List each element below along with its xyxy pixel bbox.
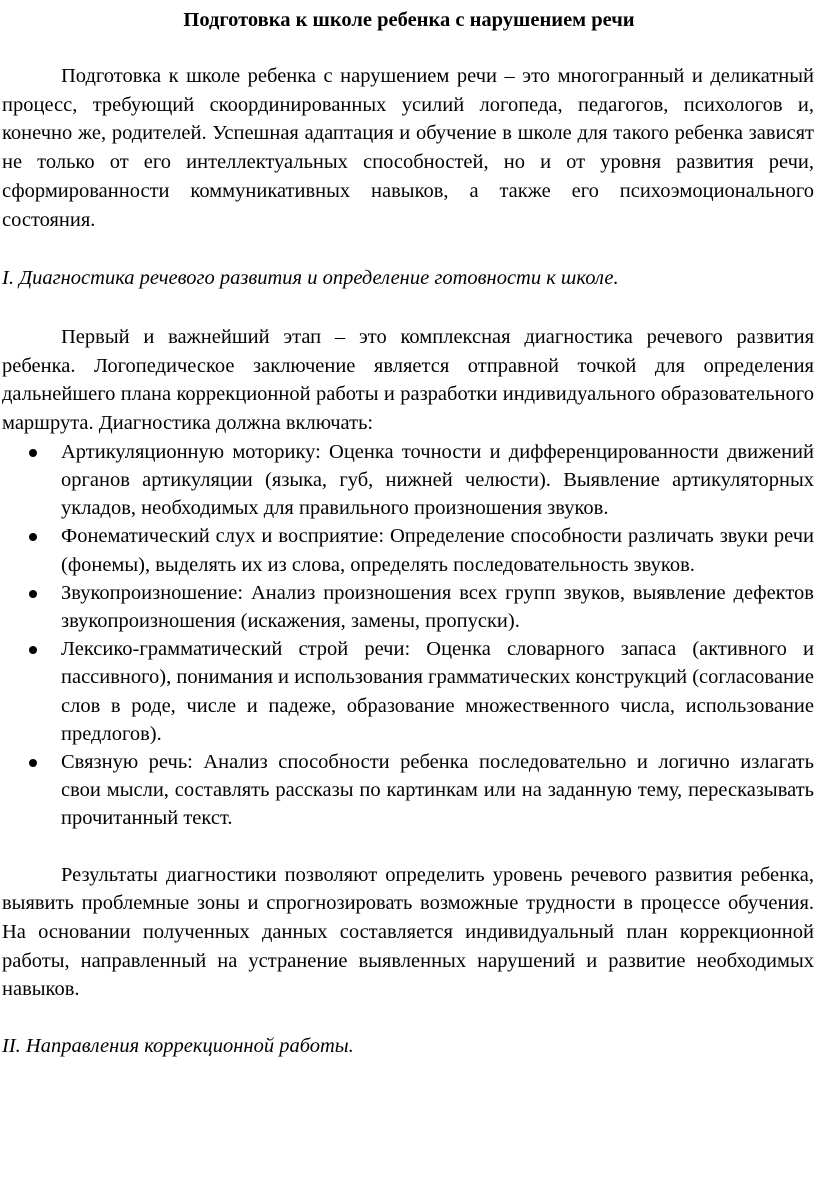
bullet-icon [29,646,37,654]
list-item [2,635,816,748]
bullet-icon [29,759,37,767]
intro-paragraph: Подготовка к школе ребенка с нарушением речи – это многогранный и деликатный процесс, требующий скоординированных усилий логопеда, педагогов, психологов и, конечно же, родителей. Успешная адаптация и обучение в школе для такого ребенка зависят не только от его интеллектуальных способностей, но и от уровня развития речи, сформированности коммуникативных навыков, а также его психоэмоционального состояния. [2,65,814,231]
list-item-text: Связную речь: Анализ способности ребенка последовательно и логично излагать свои мысли, составлять рассказы по картинкам или на заданную тему, пересказывать прочитанный текст. [61,750,814,830]
list-item-text: Фонематический слух и восприятие: Определение способности различать звуки речи (фонемы), выделять их из слова, определять последовательность звуков. [61,525,814,576]
list-item [2,748,816,833]
list-item-text: Артикуляционную моторику: Оценка точности и дифференцированности движений органов артикуляции (языка, губ, нижней челюсти). Выявление артикуляторных укладов, необходимых для правильного произношения звуков. [61,440,814,520]
document-title: Подготовка к школе ребенка с нарушением речи [183,9,635,31]
bullet-icon [29,449,37,457]
section-1-paragraph: Первый и важнейший этап – это комплексная диагностика речевого развития ребенка. Логопедическое заключение является отправной точкой для определения дальнейшего плана коррекционной работы и разработки индивидуального образовательного маршрута. Диагностика должна включать: [2,325,814,435]
list-item [2,522,816,578]
bullet-icon [29,533,37,541]
section-1-heading: I. Диагностика речевого развития и определение готовности к школе. [2,267,619,290]
list-item-text: Лексико-грамматический строй речи: Оценка словарного запаса (активного и пассивного), понимания и использования грамматических конструкций (согласование слов в роде, числе и падеже, образование множественного числа, использование предлогов). [61,638,814,745]
results-paragraph: Результаты диагностики позволяют определить уровень речевого развития ребенка, выявить проблемные зоны и спрогнозировать возможные трудности в процессе обучения. На основании полученных данных составляется индивидуальный план коррекционной работы, направленный на устранение выявленных нарушений и развитие необходимых навыков. [2,863,814,1001]
list-item [2,579,816,635]
list-item [2,438,816,523]
section-2-heading: II. Направления коррекционной работы. [2,1035,354,1058]
list-item-text: Звукопроизношение: Анализ произношения всех групп звуков, выявление дефектов звукопроизношения (искажения, замены, пропуски). [61,581,814,632]
bullet-icon [29,590,37,598]
diagnostics-list [2,438,816,833]
